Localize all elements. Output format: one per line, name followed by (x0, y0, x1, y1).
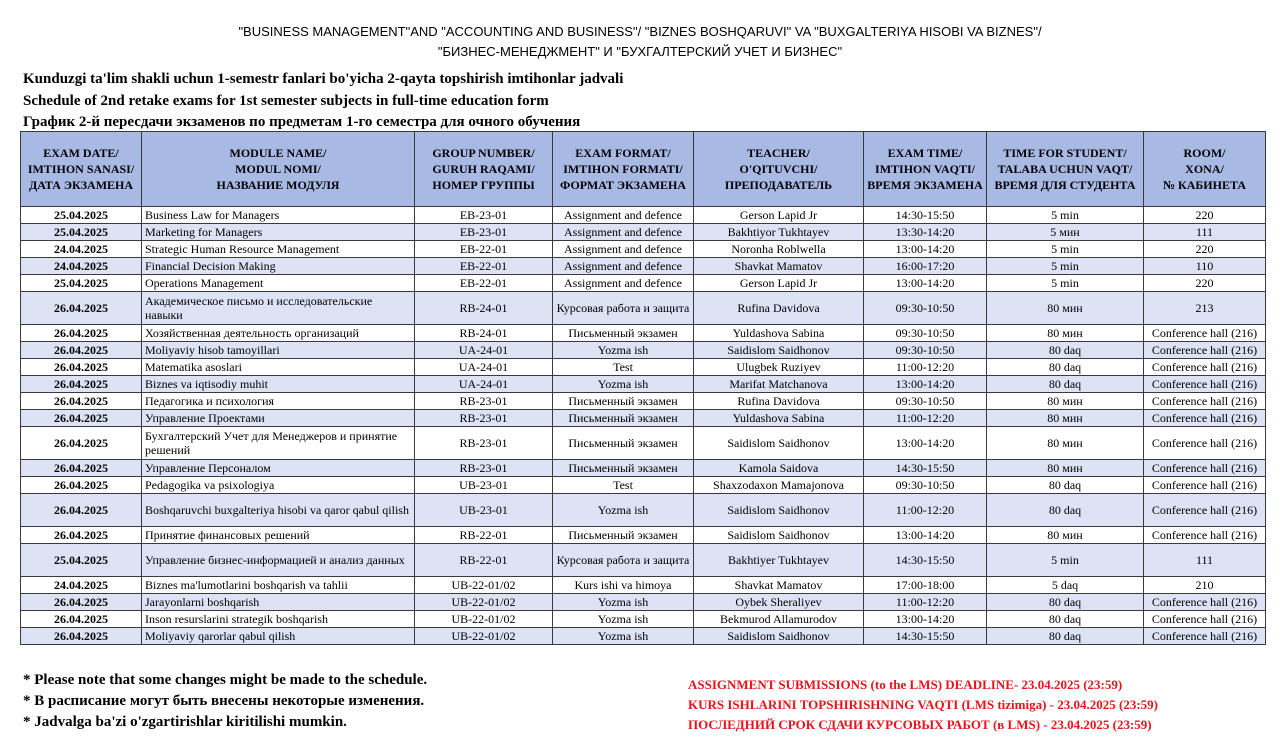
cell-room: Conference hall (216) (1144, 494, 1266, 527)
cell-teacher: Gerson Lapid Jr (694, 275, 864, 292)
cell-room: 111 (1144, 224, 1266, 241)
cell-time-for-student: 80 мин (987, 410, 1144, 427)
cell-teacher: Bakhtiyor Tukhtayev (694, 224, 864, 241)
table-row (21, 477, 1266, 494)
cell-exam-format: Письменный экзамен (553, 527, 694, 544)
subtitle-russian: График 2-й пересдачи экзаменов по предметам 1-го семестра для очного обучения (23, 114, 581, 130)
cell-teacher: Saidislom Saidhonov (694, 427, 864, 460)
col-header-teacher: TEACHER/ O'QITUVCHI/ ПРЕПОДАВАТЕЛЬ (694, 132, 864, 207)
cell-teacher: Rufina Davidova (694, 393, 864, 410)
cell-group-number: UB-23-01 (415, 477, 553, 494)
cell-module-name: Jarayonlarni boshqarish (142, 594, 415, 611)
cell-time-for-student: 80 daq (987, 359, 1144, 376)
document-title-line1: "BUSINESS MANAGEMENT"AND "ACCOUNTING AND BUSINESS"/ "BIZNES BOSHQARUVI" VA "BUXGALTERIYA HISOBI VA BIZNES"/ (238, 24, 1042, 39)
cell-group-number: RB-23-01 (415, 460, 553, 477)
table-row (21, 275, 1266, 292)
cell-exam-time: 09:30-10:50 (864, 342, 987, 359)
table-row (21, 258, 1266, 275)
cell-teacher: Saidislom Saidhonov (694, 628, 864, 645)
cell-group-number: UA-24-01 (415, 359, 553, 376)
table-row (21, 494, 1266, 527)
table-row (21, 325, 1266, 342)
deadline-line: KURS ISHLARINI TOPSHIRISHNING VAQTI (LMS tizimiga) - 23.04.2025 (23:59) (688, 697, 1158, 712)
cell-time-for-student: 80 daq (987, 611, 1144, 628)
col-header-exam-date: EXAM DATE/ IMTIHON SANASI/ ДАТА ЭКЗАМЕНА (21, 132, 142, 207)
table-row (21, 611, 1266, 628)
cell-teacher: Rufina Davidova (694, 292, 864, 325)
cell-group-number: EB-23-01 (415, 207, 553, 224)
cell-module-name: Business Law for Managers (142, 207, 415, 224)
cell-room: Conference hall (216) (1144, 477, 1266, 494)
cell-group-number: UA-24-01 (415, 342, 553, 359)
table-row (21, 207, 1266, 224)
cell-exam-date: 26.04.2025 (21, 342, 142, 359)
col-header-time-for-student: TIME FOR STUDENT/ TALABA UCHUN VAQT/ ВРЕМЯ ДЛЯ СТУДЕНТА (987, 132, 1144, 207)
cell-exam-format: Письменный экзамен (553, 325, 694, 342)
cell-exam-time: 14:30-15:50 (864, 460, 987, 477)
cell-module-name: Biznes ma'lumotlarini boshqarish va tahlii (142, 577, 415, 594)
cell-exam-date: 25.04.2025 (21, 224, 142, 241)
cell-exam-time: 13:00-14:20 (864, 241, 987, 258)
cell-exam-format: Yozma ish (553, 342, 694, 359)
cell-room: Conference hall (216) (1144, 628, 1266, 645)
note-line: * Please note that some changes might be made to the schedule. (23, 672, 428, 688)
cell-exam-time: 09:30-10:50 (864, 292, 987, 325)
cell-exam-format: Assignment and defence (553, 207, 694, 224)
cell-module-name: Inson resurslarini strategik boshqarish (142, 611, 415, 628)
cell-exam-time: 17:00-18:00 (864, 577, 987, 594)
cell-time-for-student: 80 мин (987, 325, 1144, 342)
cell-exam-format: Курсовая работа и защита (553, 544, 694, 577)
cell-module-name: Matematika asoslari (142, 359, 415, 376)
deadline-line: ASSIGNMENT SUBMISSIONS (to the LMS) DEADLINE- 23.04.2025 (23:59) (688, 677, 1123, 692)
cell-room: Conference hall (216) (1144, 359, 1266, 376)
cell-teacher: Noronha Roblwella (694, 241, 864, 258)
cell-teacher: Saidislom Saidhonov (694, 527, 864, 544)
cell-teacher: Yuldashova Sabina (694, 325, 864, 342)
cell-exam-format: Test (553, 359, 694, 376)
cell-module-name: Управление Персоналом (142, 460, 415, 477)
cell-teacher: Saidislom Saidhonov (694, 494, 864, 527)
cell-time-for-student: 5 мин (987, 224, 1144, 241)
cell-exam-time: 11:00-12:20 (864, 410, 987, 427)
cell-exam-date: 26.04.2025 (21, 325, 142, 342)
cell-exam-date: 26.04.2025 (21, 611, 142, 628)
cell-module-name: Бухгалтерский Учет для Менеджеров и принятие решений (142, 427, 415, 460)
cell-module-name: Moliyaviy qarorlar qabul qilish (142, 628, 415, 645)
cell-group-number: UB-22-01/02 (415, 577, 553, 594)
cell-teacher: Kamola Saidova (694, 460, 864, 477)
cell-module-name: Управление Проектами (142, 410, 415, 427)
table-row (21, 224, 1266, 241)
cell-exam-date: 26.04.2025 (21, 527, 142, 544)
table-row (21, 410, 1266, 427)
table-row (21, 292, 1266, 325)
cell-time-for-student: 80 мин (987, 292, 1144, 325)
cell-teacher: Yuldashova Sabina (694, 410, 864, 427)
cell-exam-date: 24.04.2025 (21, 241, 142, 258)
table-header-row (21, 132, 1266, 207)
cell-exam-time: 13:30-14:20 (864, 224, 987, 241)
cell-exam-time: 14:30-15:50 (864, 207, 987, 224)
cell-group-number: RB-22-01 (415, 544, 553, 577)
subtitle-uzbek: Kunduzgi ta'lim shakli uchun 1-semestr fanlari bo'yicha 2-qayta topshirish imtihonlar jadvali (23, 71, 624, 87)
cell-time-for-student: 5 min (987, 275, 1144, 292)
cell-group-number: RB-23-01 (415, 410, 553, 427)
cell-room: 220 (1144, 275, 1266, 292)
cell-module-name: Управление бизнес-информацией и анализ данных (142, 544, 415, 577)
cell-exam-format: Yozma ish (553, 376, 694, 393)
cell-module-name: Академическое письмо и исследовательские навыки (142, 292, 415, 325)
cell-room: Conference hall (216) (1144, 611, 1266, 628)
cell-room: 110 (1144, 258, 1266, 275)
cell-time-for-student: 80 мин (987, 527, 1144, 544)
cell-group-number: UB-23-01 (415, 494, 553, 527)
cell-group-number: EB-22-01 (415, 258, 553, 275)
deadline-line: ПОСЛЕДНИЙ СРОК СДАЧИ КУРСОВЫХ РАБОТ (в LMS) - 23.04.2025 (23:59) (688, 717, 1152, 732)
cell-exam-time: 13:00-14:20 (864, 611, 987, 628)
cell-exam-date: 26.04.2025 (21, 594, 142, 611)
table-row (21, 359, 1266, 376)
cell-time-for-student: 5 daq (987, 577, 1144, 594)
cell-exam-date: 26.04.2025 (21, 393, 142, 410)
cell-exam-format: Yozma ish (553, 611, 694, 628)
cell-room: Conference hall (216) (1144, 594, 1266, 611)
cell-time-for-student: 5 min (987, 258, 1144, 275)
cell-exam-time: 13:00-14:20 (864, 527, 987, 544)
cell-group-number: UB-22-01/02 (415, 611, 553, 628)
cell-module-name: Pedagogika va psixologiya (142, 477, 415, 494)
cell-exam-format: Yozma ish (553, 494, 694, 527)
cell-room: 220 (1144, 207, 1266, 224)
cell-teacher: Shavkat Mamatov (694, 577, 864, 594)
subtitle-english: Schedule of 2nd retake exams for 1st semester subjects in full-time education form (23, 93, 549, 109)
cell-exam-date: 26.04.2025 (21, 460, 142, 477)
cell-exam-format: Assignment and defence (553, 224, 694, 241)
cell-time-for-student: 5 min (987, 207, 1144, 224)
cell-exam-time: 14:30-15:50 (864, 628, 987, 645)
cell-module-name: Operations Management (142, 275, 415, 292)
cell-exam-format: Assignment and defence (553, 258, 694, 275)
table-row (21, 241, 1266, 258)
schedule-notes (23, 670, 427, 733)
cell-exam-format: Kurs ishi va himoya (553, 577, 694, 594)
cell-teacher: Marifat Matchanova (694, 376, 864, 393)
cell-module-name: Педагогика и психология (142, 393, 415, 410)
cell-teacher: Gerson Lapid Jr (694, 207, 864, 224)
cell-exam-time: 16:00-17:20 (864, 258, 987, 275)
cell-room: Conference hall (216) (1144, 393, 1266, 410)
table-row (21, 527, 1266, 544)
cell-teacher: Saidislom Saidhonov (694, 342, 864, 359)
cell-exam-date: 25.04.2025 (21, 207, 142, 224)
cell-exam-format: Assignment and defence (553, 241, 694, 258)
cell-exam-time: 11:00-12:20 (864, 594, 987, 611)
cell-exam-date: 26.04.2025 (21, 628, 142, 645)
cell-time-for-student: 80 мин (987, 460, 1144, 477)
table-row (21, 427, 1266, 460)
table-row (21, 594, 1266, 611)
cell-module-name: Принятие финансовых решений (142, 527, 415, 544)
cell-module-name: Strategic Human Resource Management (142, 241, 415, 258)
cell-group-number: RB-22-01 (415, 527, 553, 544)
cell-exam-date: 26.04.2025 (21, 292, 142, 325)
cell-exam-date: 26.04.2025 (21, 477, 142, 494)
cell-exam-time: 13:00-14:20 (864, 427, 987, 460)
cell-module-name: Biznes va iqtisodiy muhit (142, 376, 415, 393)
cell-exam-time: 14:30-15:50 (864, 544, 987, 577)
cell-exam-date: 24.04.2025 (21, 258, 142, 275)
cell-exam-date: 26.04.2025 (21, 376, 142, 393)
cell-teacher: Bakhtiyer Tukhtayev (694, 544, 864, 577)
cell-time-for-student: 80 daq (987, 477, 1144, 494)
cell-exam-time: 13:00-14:20 (864, 275, 987, 292)
cell-exam-date: 26.04.2025 (21, 359, 142, 376)
cell-room: Conference hall (216) (1144, 527, 1266, 544)
note-line: * В расписание могут быть внесены некоторые изменения. (23, 693, 425, 709)
cell-exam-format: Письменный экзамен (553, 410, 694, 427)
cell-time-for-student: 80 daq (987, 594, 1144, 611)
cell-time-for-student: 80 daq (987, 494, 1144, 527)
cell-exam-time: 09:30-10:50 (864, 393, 987, 410)
col-header-exam-format: EXAM FORMAT/ IMTIHON FORMATI/ ФОРМАТ ЭКЗАМЕНА (553, 132, 694, 207)
cell-teacher: Shavkat Mamatov (694, 258, 864, 275)
cell-module-name: Moliyaviy hisob tamoyillari (142, 342, 415, 359)
cell-time-for-student: 80 daq (987, 342, 1144, 359)
table-row (21, 460, 1266, 477)
cell-group-number: RB-24-01 (415, 292, 553, 325)
cell-teacher: Shaxzodaxon Mamajonova (694, 477, 864, 494)
cell-exam-format: Письменный экзамен (553, 393, 694, 410)
cell-group-number: EB-22-01 (415, 241, 553, 258)
cell-exam-time: 11:00-12:20 (864, 494, 987, 527)
cell-group-number: RB-24-01 (415, 325, 553, 342)
col-header-exam-time: EXAM TIME/ IMTIHON VAQTI/ ВРЕМЯ ЭКЗАМЕНА (864, 132, 987, 207)
cell-room: Conference hall (216) (1144, 427, 1266, 460)
cell-group-number: RB-23-01 (415, 427, 553, 460)
document-title-line2: "БИЗНЕС-МЕНЕДЖМЕНТ" И "БУХГАЛТЕРСКИЙ УЧЕТ И БИЗНЕС" (437, 44, 843, 59)
cell-exam-format: Yozma ish (553, 628, 694, 645)
cell-time-for-student: 80 мин (987, 427, 1144, 460)
cell-module-name: Marketing for Managers (142, 224, 415, 241)
cell-room: Conference hall (216) (1144, 376, 1266, 393)
cell-exam-time: 13:00-14:20 (864, 376, 987, 393)
cell-room: Conference hall (216) (1144, 342, 1266, 359)
cell-exam-date: 25.04.2025 (21, 544, 142, 577)
cell-group-number: RB-23-01 (415, 393, 553, 410)
col-header-module-name: MODULE NAME/ MODUL NOMI/ НАЗВАНИЕ МОДУЛЯ (142, 132, 415, 207)
cell-group-number: UB-22-01/02 (415, 628, 553, 645)
cell-exam-format: Письменный экзамен (553, 460, 694, 477)
cell-group-number: UA-24-01 (415, 376, 553, 393)
cell-group-number: EB-22-01 (415, 275, 553, 292)
cell-time-for-student: 80 мин (987, 393, 1144, 410)
cell-room: 220 (1144, 241, 1266, 258)
cell-teacher: Oybek Sheraliyev (694, 594, 864, 611)
table-row (21, 376, 1266, 393)
cell-exam-format: Test (553, 477, 694, 494)
col-header-group-number: GROUP NUMBER/ GURUH RAQAMI/ НОМЕР ГРУППЫ (415, 132, 553, 207)
cell-exam-date: 26.04.2025 (21, 494, 142, 527)
table-row (21, 577, 1266, 594)
cell-module-name: Хозяйственная деятельность организаций (142, 325, 415, 342)
table-row (21, 342, 1266, 359)
cell-module-name: Boshqaruvchi buxgalteriya hisobi va qaror qabul qilish (142, 494, 415, 527)
cell-exam-time: 11:00-12:20 (864, 359, 987, 376)
cell-teacher: Ulugbek Ruziyev (694, 359, 864, 376)
table-row (21, 628, 1266, 645)
note-line: * Jadvalga ba'zi o'zgartirishlar kiritilishi mumkin. (23, 714, 347, 730)
cell-teacher: Bekmurod Allamurodov (694, 611, 864, 628)
cell-time-for-student: 80 daq (987, 376, 1144, 393)
cell-group-number: UB-22-01/02 (415, 594, 553, 611)
table-body (21, 207, 1266, 645)
cell-module-name: Financial Decision Making (142, 258, 415, 275)
col-header-room: ROOM/ XONA/ № КАБИНЕТА (1144, 132, 1266, 207)
cell-time-for-student: 5 min (987, 544, 1144, 577)
cell-time-for-student: 5 min (987, 241, 1144, 258)
submission-deadlines (688, 675, 1158, 735)
cell-room: Conference hall (216) (1144, 410, 1266, 427)
cell-exam-format: Yozma ish (553, 594, 694, 611)
cell-room: Conference hall (216) (1144, 325, 1266, 342)
cell-room: 210 (1144, 577, 1266, 594)
cell-exam-time: 09:30-10:50 (864, 325, 987, 342)
cell-exam-time: 09:30-10:50 (864, 477, 987, 494)
cell-room: Conference hall (216) (1144, 460, 1266, 477)
cell-exam-date: 24.04.2025 (21, 577, 142, 594)
cell-time-for-student: 80 daq (987, 628, 1144, 645)
cell-room: 111 (1144, 544, 1266, 577)
table-row (21, 393, 1266, 410)
cell-exam-date: 26.04.2025 (21, 410, 142, 427)
cell-exam-date: 25.04.2025 (21, 275, 142, 292)
cell-exam-format: Assignment and defence (553, 275, 694, 292)
cell-room: 213 (1144, 292, 1266, 325)
cell-exam-format: Курсовая работа и защита (553, 292, 694, 325)
cell-exam-date: 26.04.2025 (21, 427, 142, 460)
exam-schedule-table (20, 131, 1266, 645)
table-row (21, 544, 1266, 577)
cell-exam-format: Письменный экзамен (553, 427, 694, 460)
cell-group-number: EB-23-01 (415, 224, 553, 241)
